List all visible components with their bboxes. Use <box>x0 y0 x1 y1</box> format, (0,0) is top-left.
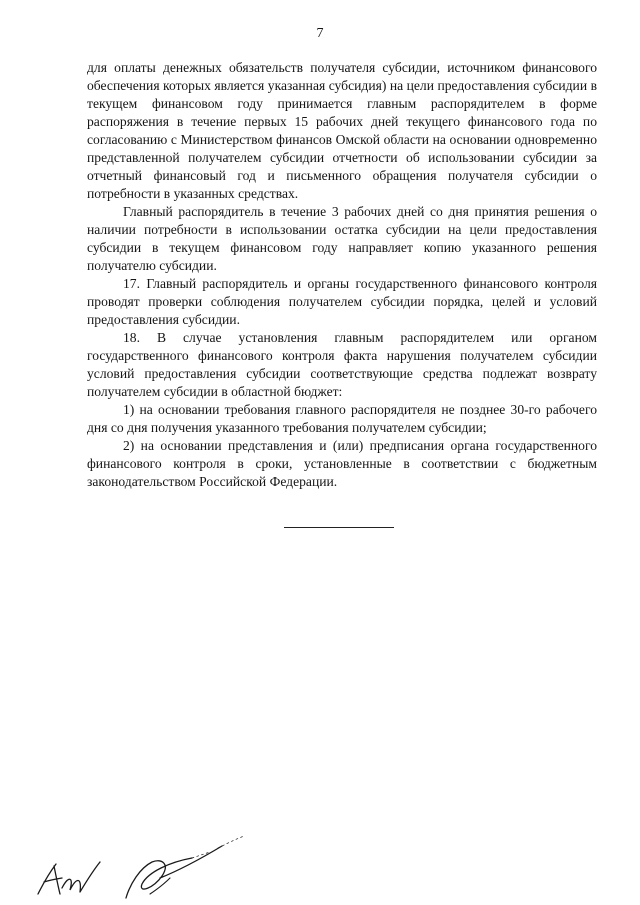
paragraph-residual-decision: Главный распорядитель в течение 3 рабочих дней со дня принятия решения о наличии потребности в использовании остатка субсидии на цели предоставления субсидии в текущем финансовом году направляет копию указанного решения получателю субсидии. <box>87 204 597 273</box>
closing-divider <box>284 527 394 528</box>
paragraph-item-18: 18. В случае установления главным распорядителем или органом государственного финансового контроля факта нарушения получателем субсидии условий предоставления субсидии соответствующие средства подлежат возврату получателем субсидии в областной бюджет: <box>87 330 597 399</box>
paragraph-continuation: для оплаты денежных обязательств получателя субсидии, источником финансового обеспечения которых является указанная субсидия) на цели предоставления субсидии в текущем финансовом году принимается главным распорядителем в форме распоряжения в течение первых 15 рабочих дней текущего финансового года по согласованию с Министерством финансов Омской области на основании одновременно представленной получателем субсидии отчетности об использовании субсидии за отчетный финансовый год и письменного обращения получателя субсидии о потребности в указанных средствах. <box>87 60 597 201</box>
page-number: 7 <box>316 26 324 41</box>
document-body <box>87 59 597 491</box>
signature-marks <box>30 832 270 902</box>
paragraph-subitem-2: 2) на основании представления и (или) предписания органа государственного финансового контроля в сроки, установленные в соответствии с бюджетным законодательством Российской Федерации. <box>87 438 597 489</box>
paragraph-item-17: 17. Главный распорядитель и органы государственного финансового контроля проводят проверки соблюдения получателем субсидии порядка, целей и условий предоставления субсидии. <box>87 276 597 327</box>
handwritten-initials <box>30 832 270 902</box>
paragraph-subitem-1: 1) на основании требования главного распорядителя не позднее 30-го рабочего дня со дня получения указанного требования получателем субсидии; <box>87 402 597 435</box>
